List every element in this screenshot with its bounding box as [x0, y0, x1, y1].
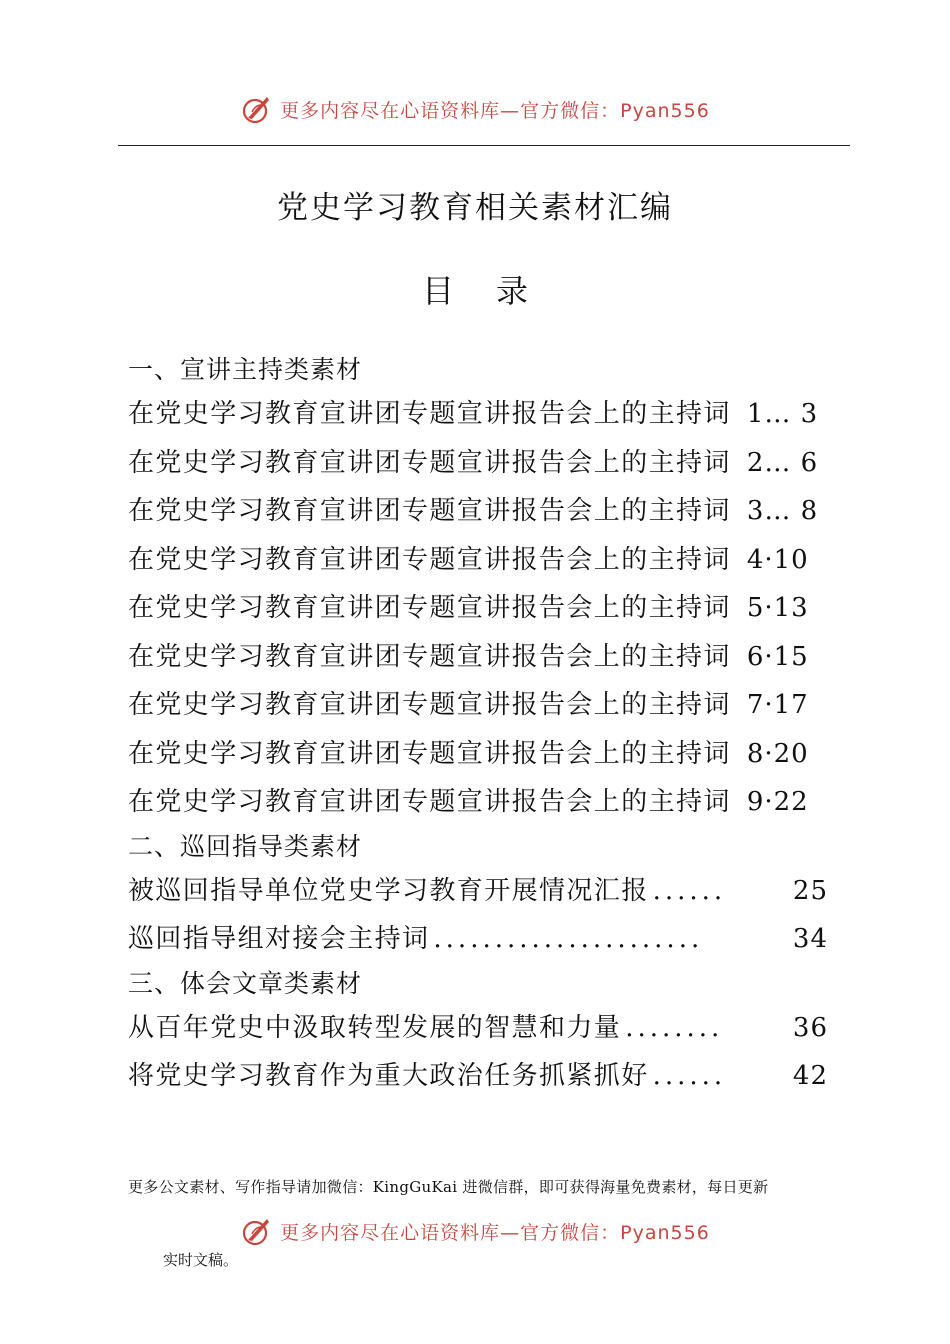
footer-note-continued: 实时文稿。 [163, 1251, 239, 1269]
header-divider [118, 145, 850, 146]
toc-section-heading: 三、体会文章类素材 [128, 968, 363, 998]
toc-leader-dots: ........ [625, 1012, 724, 1043]
toc-entry-title: 从百年党史中汲取转型发展的智慧和力量 [128, 1012, 622, 1043]
toc-entry-page: 2… 6 [746, 447, 819, 478]
watermark-text: 更多内容尽在心语资料库—官方微信：Pyan556 [280, 99, 710, 122]
toc-entry-page: 7·17 [746, 690, 809, 720]
toc-section-heading: 一、宣讲主持类素材 [128, 355, 363, 384]
toc-entry[interactable] [128, 915, 828, 964]
toc-entry-page: 1… 3 [746, 399, 819, 429]
toc-entry-title: 在党史学习教育宣讲团专题宣讲报告会上的主持词 [128, 544, 731, 575]
toc-leader-dots: ...... [652, 1061, 727, 1091]
document-title: 党史学习教育相关素材汇编 [277, 190, 673, 226]
toc-entry-title: 在党史学习教育宣讲团专题宣讲报告会上的主持词 [128, 496, 731, 526]
footer-note: 更多公文素材、写作指导请加微信：KingGuKai 进微信群，即可获得海量免费素材，每日更新 [128, 1178, 769, 1196]
toc-heading-char-2: 录 [496, 272, 529, 310]
toc-entry[interactable] [128, 584, 828, 633]
toc-entry[interactable] [128, 681, 828, 730]
toc-entry-title: 巡回指导组对接会主持词 [128, 924, 430, 954]
toc-entry[interactable] [128, 867, 828, 916]
watermark-text: 更多内容尽在心语资料库—官方微信：Pyan556 [280, 1221, 710, 1244]
toc-entry[interactable] [128, 487, 828, 536]
toc-entry-page: 4·10 [746, 544, 809, 575]
toc-entry-page: 5·13 [746, 593, 809, 623]
toc-entry-page: 9·22 [746, 787, 809, 817]
quill-logo-icon [240, 1214, 274, 1248]
toc-entry-page: 42 [792, 1061, 828, 1091]
toc-leader-dots: ...................... [433, 924, 704, 954]
toc-entry-page: 3… 8 [746, 496, 819, 526]
toc-entry-title: 在党史学习教育宣讲团专题宣讲报告会上的主持词 [128, 593, 731, 623]
toc-entry-page: 36 [792, 1012, 828, 1043]
toc-entry[interactable] [128, 439, 828, 488]
toc-section-heading: 二、巡回指导类素材 [128, 831, 363, 861]
toc-heading [0, 266, 950, 312]
toc-entry-title: 在党史学习教育宣讲团专题宣讲报告会上的主持词 [128, 399, 731, 429]
toc-entry-title: 在党史学习教育宣讲团专题宣讲报告会上的主持词 [128, 641, 731, 672]
toc-entry-title: 在党史学习教育宣讲团专题宣讲报告会上的主持词 [128, 690, 731, 720]
toc-entry-page: 8·20 [746, 738, 809, 769]
toc-entry-title: 在党史学习教育宣讲团专题宣讲报告会上的主持词 [128, 787, 731, 817]
toc-entry-page: 6·15 [746, 641, 809, 672]
toc-entry-page: 25 [792, 875, 828, 906]
table-of-contents [128, 350, 828, 1101]
watermark-header [0, 89, 950, 129]
toc-entry-title: 在党史学习教育宣讲团专题宣讲报告会上的主持词 [128, 447, 731, 478]
toc-entry[interactable] [128, 730, 828, 779]
toc-leader-dots: ...... [652, 875, 727, 906]
toc-heading-char-1: 目 [421, 272, 454, 310]
toc-entry[interactable] [128, 1004, 828, 1053]
toc-entry[interactable] [128, 1052, 828, 1101]
quill-logo-icon [240, 92, 274, 126]
toc-entry-title: 被巡回指导单位党史学习教育开展情况汇报 [128, 875, 649, 906]
toc-entry[interactable] [128, 633, 828, 682]
watermark-footer [0, 1211, 950, 1251]
toc-entry-page: 34 [792, 924, 828, 954]
toc-entry[interactable] [128, 778, 828, 827]
toc-entry[interactable] [128, 536, 828, 585]
toc-entry[interactable] [128, 390, 828, 439]
toc-entry-title: 在党史学习教育宣讲团专题宣讲报告会上的主持词 [128, 738, 731, 769]
toc-entry-title: 将党史学习教育作为重大政治任务抓紧抓好 [128, 1061, 649, 1091]
